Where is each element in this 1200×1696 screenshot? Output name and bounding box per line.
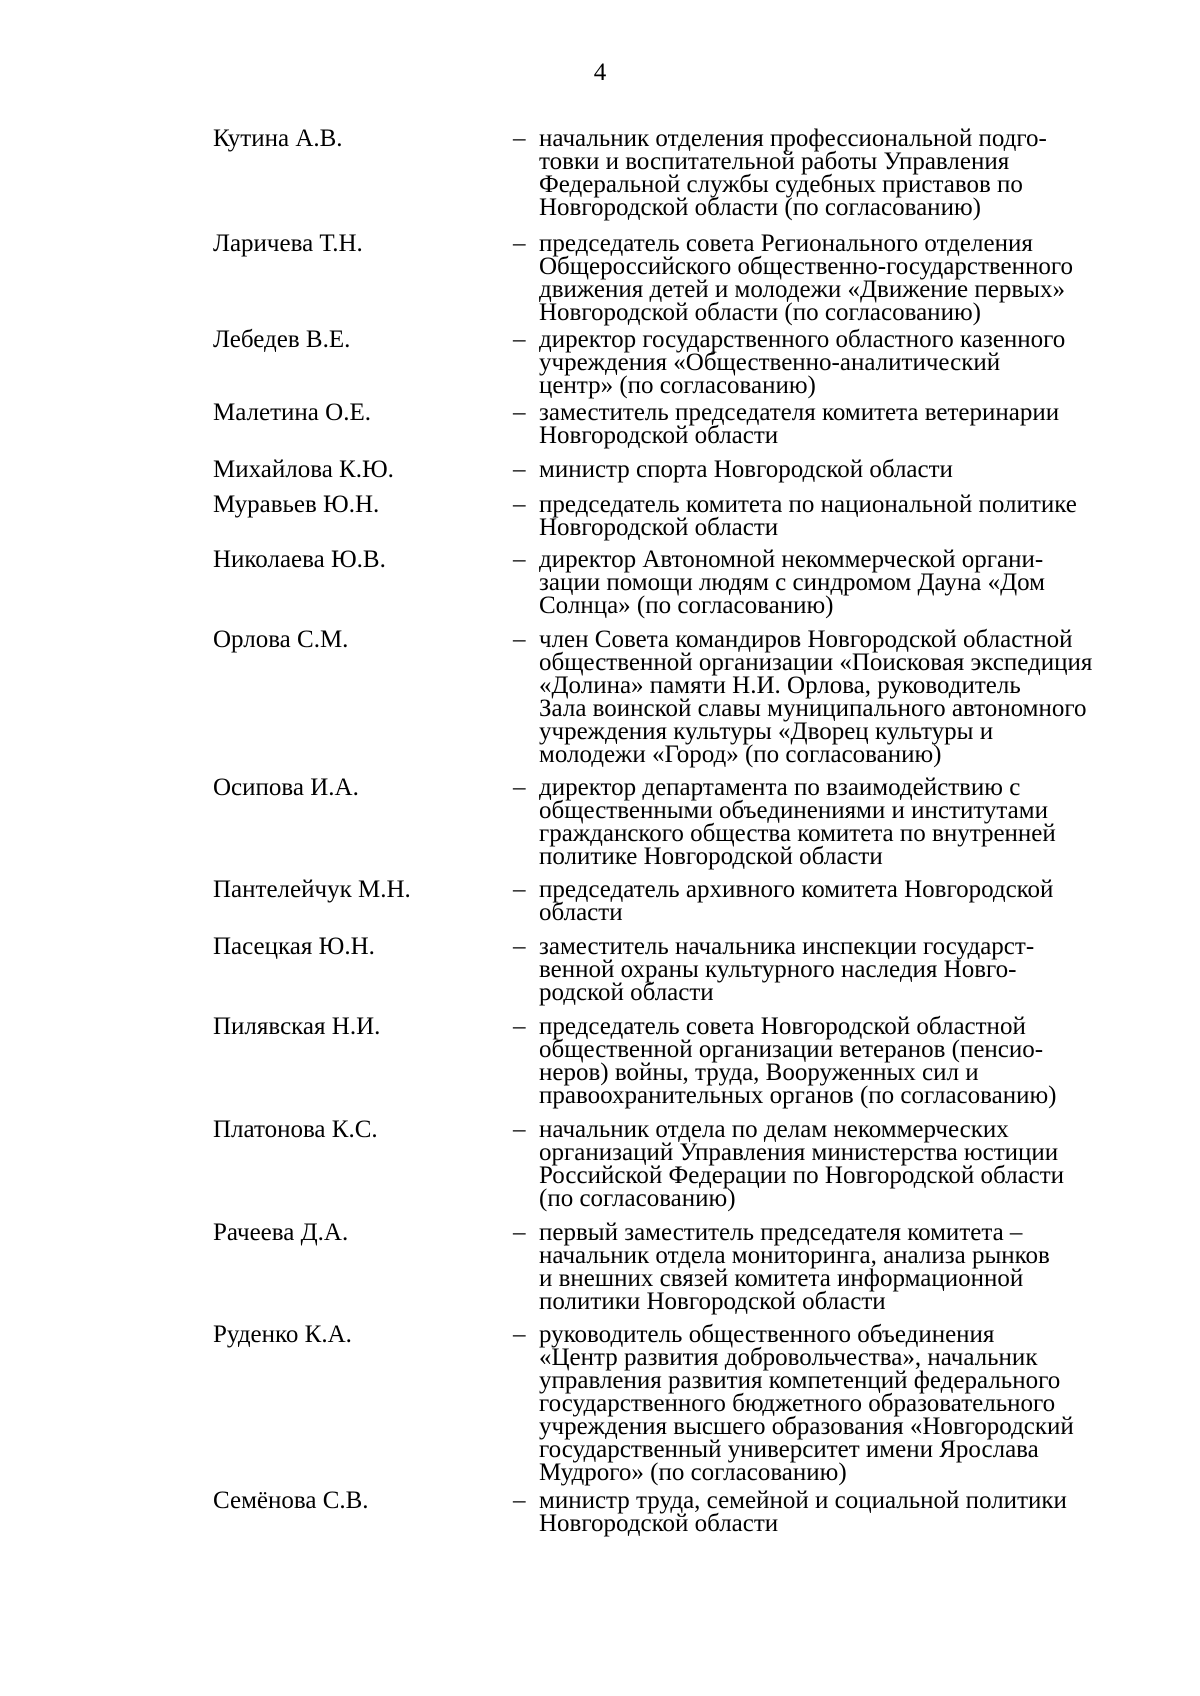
member-name: Семёнова С.В. — [213, 1487, 369, 1514]
member-position: руководитель общественного объединения «Центр развития добровольчества», начальник управления развития компетенций федерального государственного бюджетного образовательного учреждения высшего образования «Новгородский государственный университет имени Ярослава Мудрого» (по согласованию) — [539, 1321, 1074, 1486]
member-dash: – — [513, 1013, 526, 1040]
member-dash: – — [513, 399, 526, 426]
member-row — [213, 934, 1173, 1014]
page-number: 4 — [593, 59, 607, 86]
members-list — [213, 126, 1173, 1548]
member-name: Лебедев В.Е. — [213, 326, 351, 353]
member-position: министр спорта Новгородской области — [539, 456, 953, 483]
member-dash: – — [513, 1116, 526, 1143]
member-row — [213, 1220, 1173, 1322]
member-row — [213, 1117, 1173, 1220]
member-position: начальник отдела по делам некоммерческих организаций Управления министерства юстиции Российской Федерации по Новгородской области (по согласованию) — [539, 1116, 1065, 1212]
member-dash: – — [513, 326, 526, 353]
member-dash: – — [513, 125, 526, 152]
member-dash: – — [513, 1321, 526, 1348]
member-dash: – — [513, 491, 526, 518]
member-name: Михайлова К.Ю. — [213, 456, 394, 483]
member-position: министр труда, семейной и социальной политики Новгородской области — [539, 1487, 1067, 1537]
member-dash: – — [513, 1219, 526, 1246]
member-name: Кутина А.В. — [213, 125, 343, 152]
member-name: Ларичева Т.Н. — [213, 230, 363, 257]
member-row — [213, 547, 1173, 627]
member-position: председатель совета Новгородской областной общественной организации ветеранов (пенсио- неров) войны, труда, Вооруженных сил и правоохранительных органов (по согласованию) — [539, 1013, 1057, 1109]
member-position: член Совета командиров Новгородской областной общественной организации «Поисковая экспедиция «Долина» памяти Н.И. Орлова, руководитель Зала воинской славы муниципального автономного учреждения культуры «Дворец культуры и молодежи «Город» (по согласованию) — [539, 626, 1093, 768]
member-dash: – — [513, 933, 526, 960]
member-name: Пасецкая Ю.Н. — [213, 933, 375, 960]
member-dash: – — [513, 774, 526, 801]
member-row — [213, 457, 1173, 492]
member-dash: – — [513, 876, 526, 903]
member-row — [213, 775, 1173, 877]
member-position: начальник отделения профессиональной подго- товки и воспитательной работы Управления Федеральной службы судебных приставов по Новгородской области (по согласованию) — [539, 125, 1047, 221]
member-row — [213, 627, 1173, 775]
member-position: заместитель председателя комитета ветеринарии Новгородской области — [539, 399, 1060, 449]
member-row — [213, 400, 1173, 457]
member-name: Пилявская Н.И. — [213, 1013, 381, 1040]
member-row — [213, 877, 1173, 934]
member-name: Малетина О.Е. — [213, 399, 371, 426]
member-position: председатель комитета по национальной политике Новгородской области — [539, 491, 1077, 541]
member-dash: – — [513, 546, 526, 573]
member-row — [213, 327, 1173, 400]
member-position: первый заместитель председателя комитета – начальник отдела мониторинга, анализа рынков и внешних связей комитета информационной политики Новгородской области — [539, 1219, 1050, 1315]
member-position: директор департамента по взаимодействию с общественными объединениями и институтами гражданского общества комитета по внутренней политике Новгородской области — [539, 774, 1056, 870]
member-row — [213, 1488, 1173, 1548]
member-row — [213, 492, 1173, 547]
member-position: директор государственного областного казенного учреждения «Общественно-аналитический центр» (по согласованию) — [539, 326, 1066, 399]
member-name: Николаева Ю.В. — [213, 546, 386, 573]
member-name: Руденко К.А. — [213, 1321, 352, 1348]
member-name: Орлова С.М. — [213, 626, 349, 653]
member-name: Пантелейчук М.Н. — [213, 876, 411, 903]
member-row — [213, 1014, 1173, 1117]
member-name: Осипова И.А. — [213, 774, 359, 801]
member-dash: – — [513, 1487, 526, 1514]
member-row — [213, 231, 1173, 327]
member-position: директор Автономной некоммерческой органи- зации помощи людям с синдромом Дауна «Дом Солнца» (по согласованию) — [539, 546, 1045, 619]
member-dash: – — [513, 626, 526, 653]
member-dash: – — [513, 230, 526, 257]
member-position: председатель совета Регионального отделения Общероссийского общественно-государственного движения детей и молодежи «Движение первых» Новгородской области (по согласованию) — [539, 230, 1074, 326]
member-name: Рачеева Д.А. — [213, 1219, 349, 1246]
member-name: Платонова К.С. — [213, 1116, 378, 1143]
member-name: Муравьев Ю.Н. — [213, 491, 380, 518]
member-position: заместитель начальника инспекции государст- венной охраны культурного наследия Новго- родской области — [539, 933, 1035, 1006]
member-dash: – — [513, 456, 526, 483]
member-row — [213, 126, 1173, 231]
member-row — [213, 1322, 1173, 1488]
member-position: председатель архивного комитета Новгородской области — [539, 876, 1054, 926]
